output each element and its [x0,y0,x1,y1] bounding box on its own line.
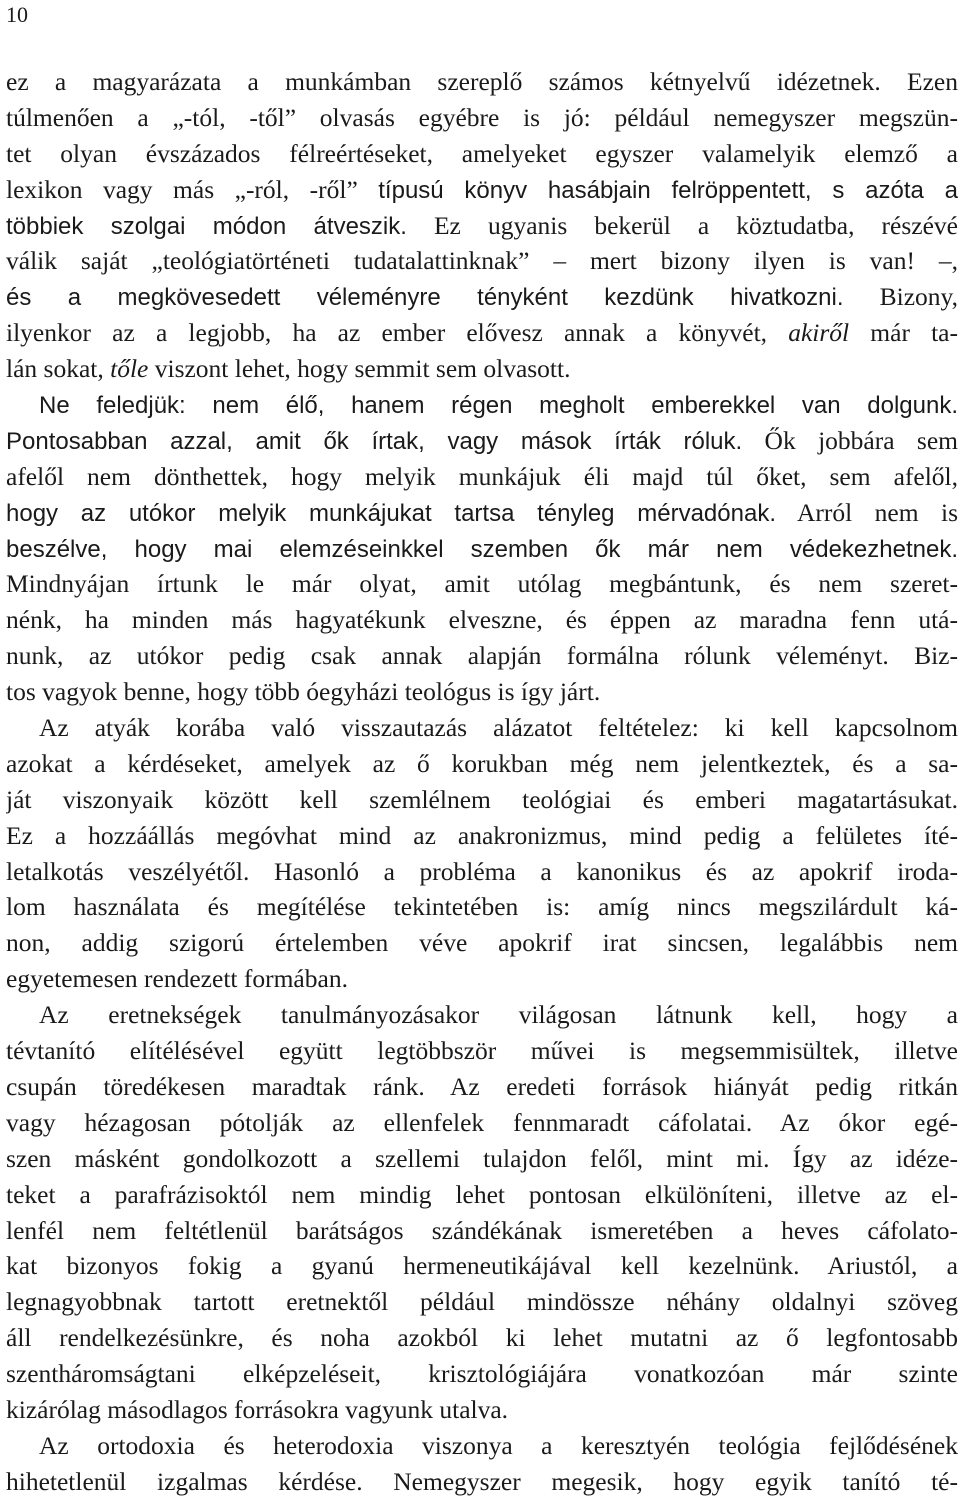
text-run: Ne feledjük: nem élő, hanem régen megholt emberekkel van dolgunk. [39,392,958,420]
text-run: ez a magyarázata a munkámban szereplő számos kétnyelvű idézetnek. Ezen [6,67,958,96]
text-run: többiek szolgai módon átveszik. [6,212,407,240]
text-run: tet olyan évszázados félreértéseket, amelyeket egyszer valamelyik elemző a [6,138,958,168]
text-run: Pontosabban azzal, amit ők írtak, vagy mások írták róluk. [6,427,743,455]
body-text [6,64,958,1500]
text-line [6,1320,958,1356]
text-run: lán sokat, [6,354,111,384]
text-run: legnagyobbnak tartott eretnektől például mindössze néhány oldalnyi szöveg [6,1287,958,1317]
text-run: viszont lehet, hogy semmit sem olvasott. [148,354,571,384]
text-line [6,387,958,423]
text-run: vagy hézagosan pótolják az ellenfelek fennmaradt cáfolatai. Az ókor egé- [6,1107,958,1137]
text-line [6,172,958,208]
text-line [6,315,958,351]
text-line [6,997,958,1033]
text-run: nunk, az utókor pedig csak annak alapján formálna rólunk véleményt. Biz- [6,641,958,671]
text-run: Az eretnekségek tanulmányozásakor világosan látnunk kell, hogy a [39,1000,958,1030]
text-line [6,854,958,890]
text-line [6,961,958,997]
text-line [6,423,958,459]
text-line [6,459,958,495]
text-run: azokat a kérdéseket, amelyek az ő korukban még nem jelentkeztek, és a sa- [6,748,958,778]
text-run: egyetemesen rendezett formában. [6,964,348,994]
text-run: afelől nem dönthettek, hogy melyik munkájuk éli majd túl őket, sem afelől, [6,461,958,491]
text-line [6,64,958,100]
text-run: Az ortodoxia és heterodoxia viszonya a keresztyén teológia fejlődésének [39,1430,958,1460]
text-run: szen másként gondolkozott a szellemi tulajdon felől, mint mi. Így az idéze- [6,1143,958,1173]
text-run: Ez ugyanis bekerül a köztudatba, részévé [406,210,958,240]
text-run: hihetetlenül izgalmas kérdése. Nemegyszer megesik, hogy egyik tanító té- [6,1466,958,1496]
text-run: Ez a hozzáállás megóvhat mind az anakronizmus, mind pedig a felületes íté- [6,820,958,850]
text-run: ját viszonyaik között kell szemlélnem teológiai és emberi magatartásukat. [6,784,958,814]
text-run: csupán töredékesen maradtak ránk. Az eredeti források hiányát pedig ritkán [6,1071,958,1101]
text-line [6,674,958,710]
text-line [6,1248,958,1284]
text-run: Bizony, [843,282,958,312]
text-line [6,782,958,818]
text-line [6,351,958,387]
text-line [6,1141,958,1177]
italic-text: akiről [788,318,850,348]
text-line [6,925,958,961]
text-line [6,566,958,602]
text-run: lenfél nem feltétlenül barátságos szándékának ismeretében a heves cáfolato- [6,1215,958,1245]
text-line [6,495,958,531]
text-run: válik saját „teológiatörténeti tudatalattinknak” – mert bizony ilyen is van! –, [6,246,958,276]
text-line [6,710,958,746]
text-run: letalkotás veszélyétől. Hasonló a probléma a kanonikus és az apokrif iroda- [6,856,958,886]
text-line [6,1392,958,1428]
text-run: Mindnyájan írtunk le már olyat, amit utólag megbántunk, és nem szeret- [6,569,958,599]
text-line [6,100,958,136]
text-line [6,638,958,674]
text-line [6,1177,958,1213]
text-run: lexikon vagy más „-ról, -ről” [6,174,379,204]
text-line [6,1464,958,1500]
text-line [6,208,958,244]
text-line [6,602,958,638]
text-line [6,279,958,315]
text-line [6,889,958,925]
text-run: Az atyák korába való visszautazás alázatot feltételez: ki kell kapcsolnom [39,713,958,743]
page-number: 10 [6,2,28,27]
text-run: túlmenően a „-tól, -től” olvasás egyébre is jó: például nemegyszer megszün- [6,102,958,132]
text-line [6,746,958,782]
text-line [6,136,958,172]
text-line [6,243,958,279]
text-line [6,1428,958,1464]
text-run: szentháromságtani elképzeléseit, krisztológiájára vonatkozóan már szinte [6,1359,958,1389]
text-line [6,818,958,854]
text-run: beszélve, hogy mai elemzéseinkkel szemben ők már nem védekezhetnek. [6,535,958,563]
italic-text: tőle [110,354,149,384]
text-line [6,531,958,567]
text-run: áll rendelkezésünkre, és noha azokból ki lehet mutatni az ő legfontosabb [6,1323,958,1353]
text-line [6,1213,958,1249]
text-run: ilyenkor az a legjobb, ha az ember elővesz annak a könyvét, [6,318,789,348]
text-run: tévtanító elítélésével együtt legtöbbször művei is megsemmisültek, illetve [6,1036,958,1066]
text-run: Ők jobbára sem [742,425,958,455]
text-run: hogy az utókor melyik munkájukat tartsa tényleg mérvadónak. [6,499,776,527]
text-run: Arról nem is [775,497,958,527]
text-run: non, addig szigorú értelemben véve apokrif irat sincsen, legalábbis nem [6,928,958,958]
text-run: kizárólag másodlagos forrásokra vagyunk utalva. [6,1394,509,1424]
text-line [6,1033,958,1069]
text-run: és a megkövesedett véleményre tényként kezdünk hivatkozni. [6,284,844,312]
text-run: tos vagyok benne, hogy több óegyházi teológus is így járt. [6,677,601,707]
text-run: már ta- [849,318,958,348]
text-line [6,1069,958,1105]
text-line [6,1105,958,1141]
text-run: típusú könyv hasábjain felröppentett, s azóta a [378,176,958,204]
text-line [6,1284,958,1320]
text-run: nénk, ha minden más hagyatékunk elveszne, és éppen az maradna fenn utá- [6,605,958,635]
text-line [6,1356,958,1392]
text-run: teket a parafrázisoktól nem mindig lehet pontosan elkülöníteni, illetve az el- [6,1179,958,1209]
text-run: lom használata és megítélése tekintetében is: amíg nincs megszilárdult ká- [6,892,958,922]
text-run: kat bizonyos fokig a gyanú hermeneutikájával kell kezelnünk. Ariustól, a [6,1251,958,1281]
